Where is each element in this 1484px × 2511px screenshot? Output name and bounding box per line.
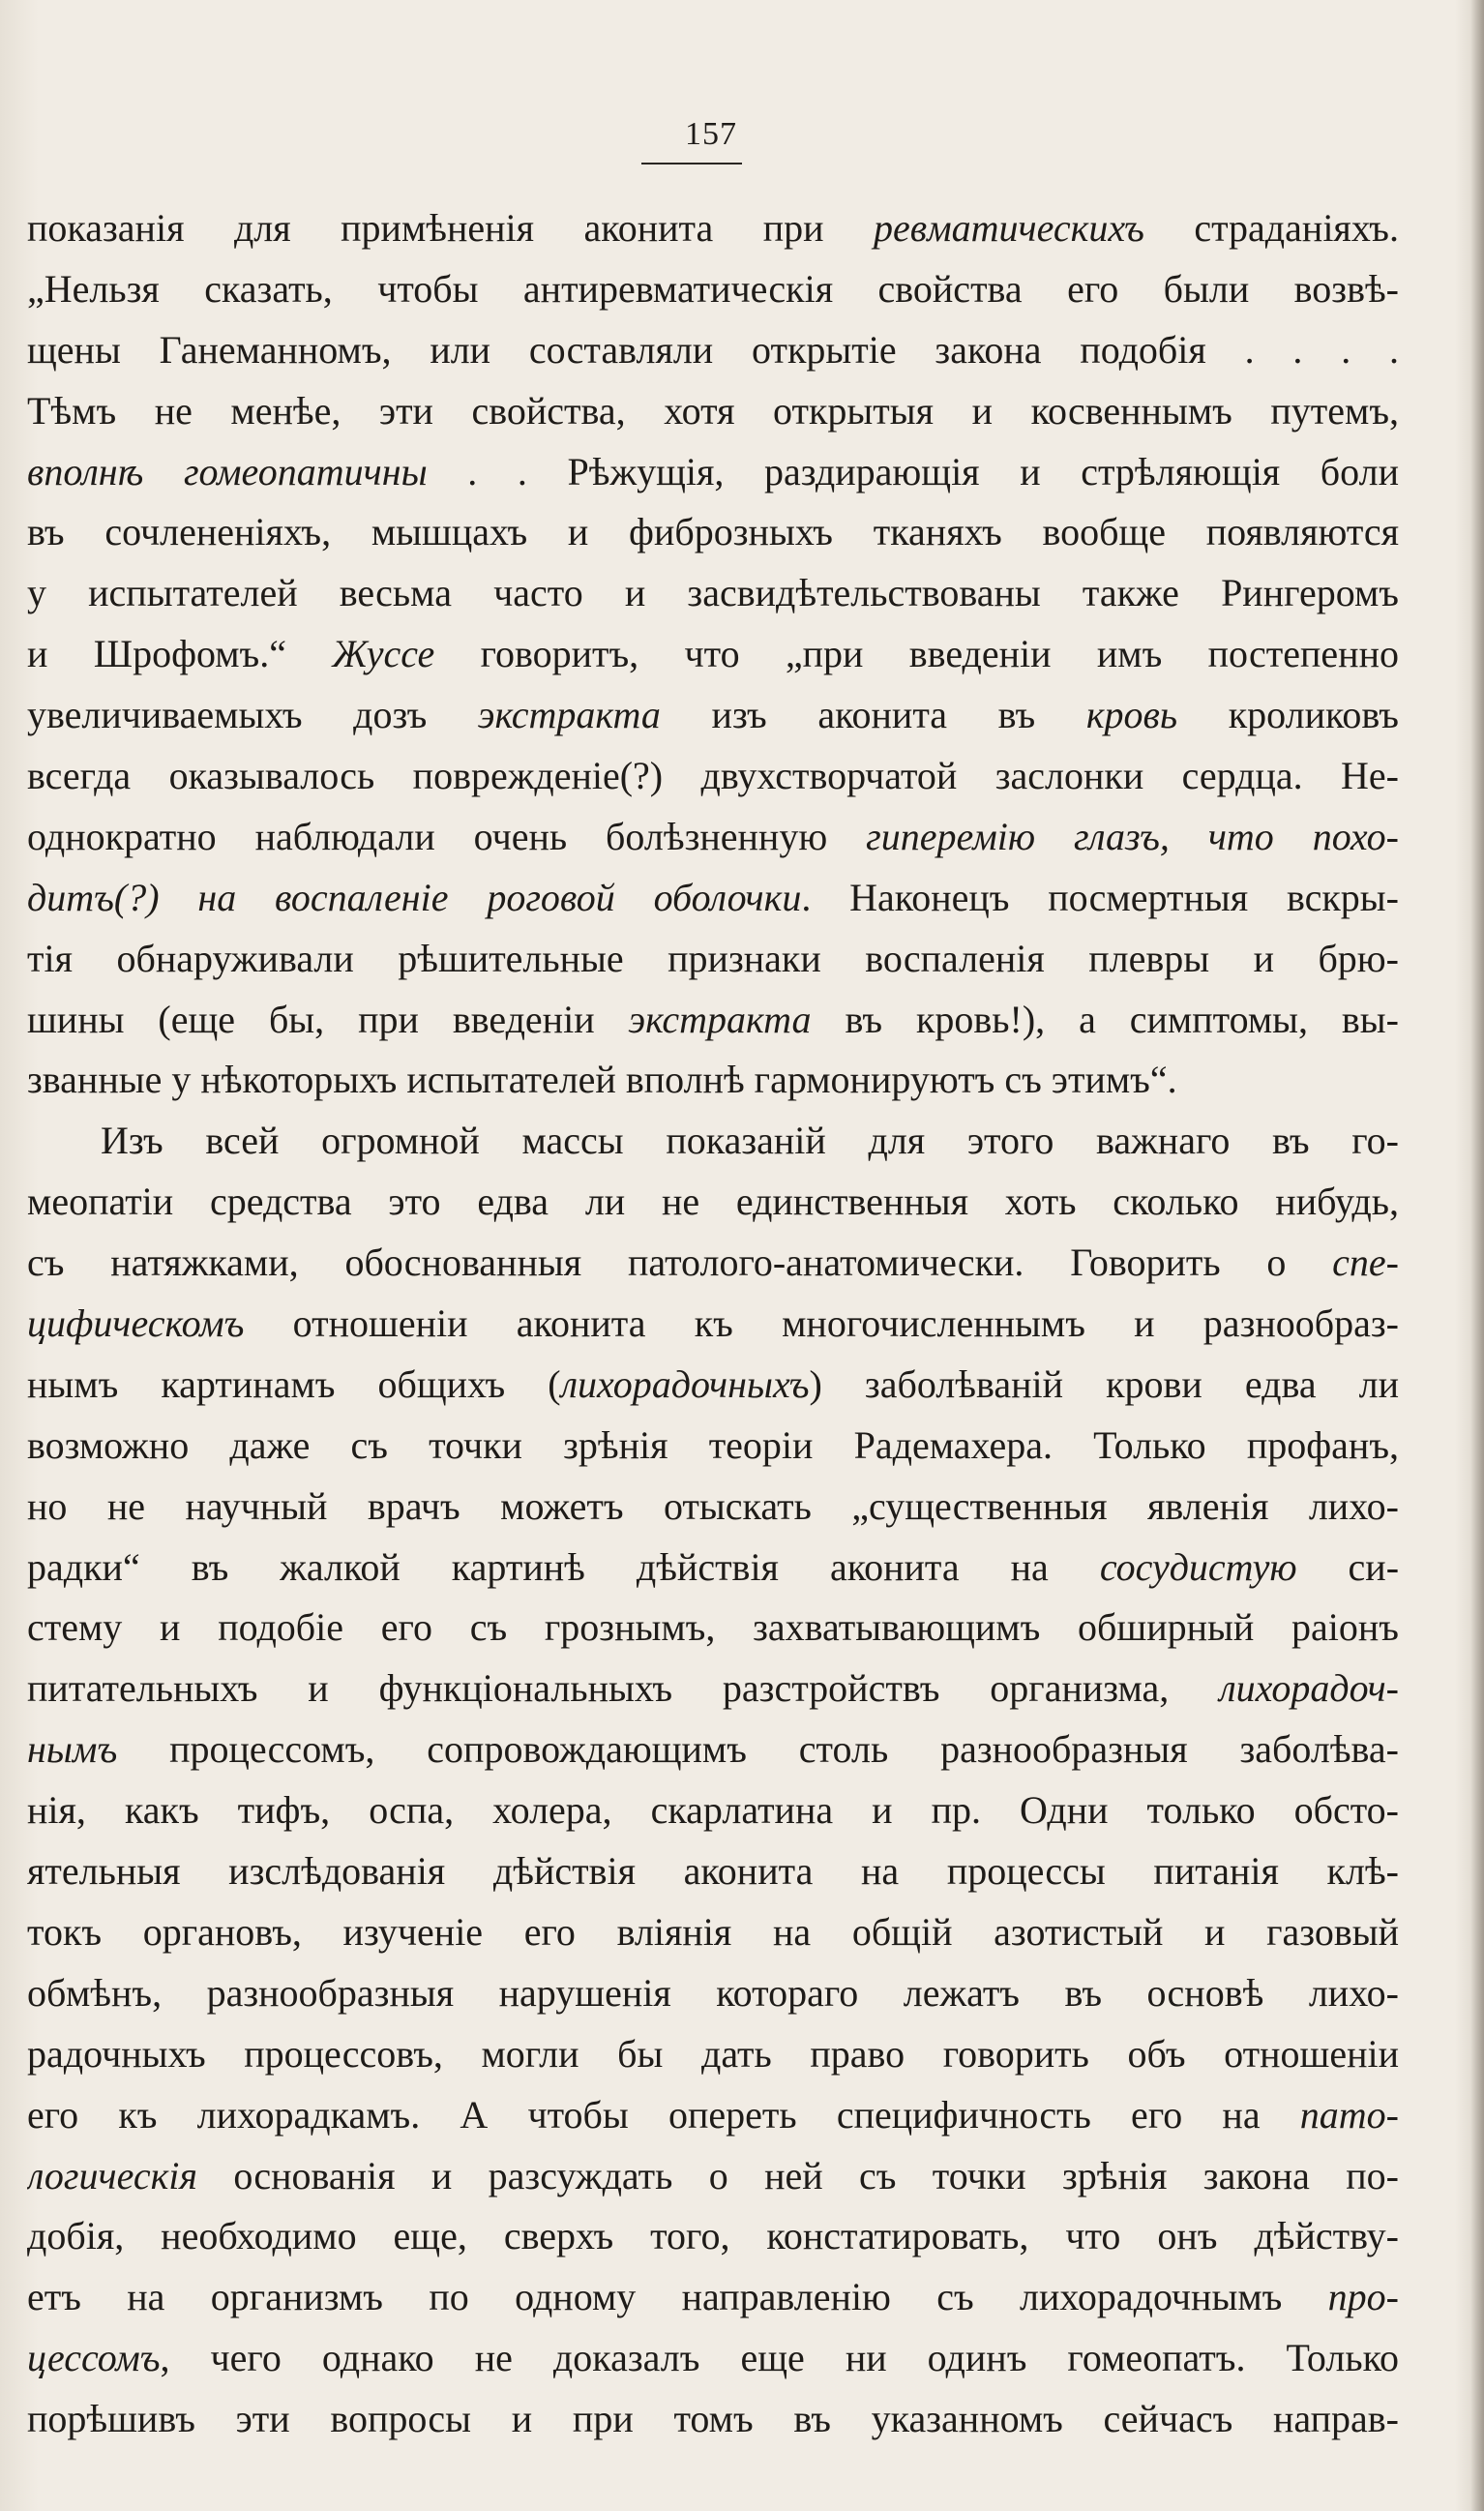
italic-text-span: про- — [1327, 2275, 1399, 2319]
text-line — [27, 807, 1399, 868]
body-text — [27, 198, 1399, 2450]
text-span: . . Рѣжущія, раздирающія и стрѣляющія боли — [427, 449, 1399, 493]
text-line — [27, 624, 1399, 685]
text-line — [27, 1780, 1399, 1841]
italic-text-span: экстракта — [477, 693, 661, 737]
text-line — [27, 198, 1399, 259]
text-span: радочныхъ процессовъ, могли бы дать право говорить объ отношеніи — [27, 2031, 1399, 2076]
text-span: етъ на организмъ по одному направленію съ лихорадочнымъ — [27, 2275, 1328, 2319]
text-span: всегда оказывалось поврежденіе(?) двухстворчатой заслонки сердца. Не- — [27, 754, 1399, 798]
italic-text-span: лихорадочныхъ — [560, 1361, 810, 1406]
text-span: увеличиваемыхъ дозъ — [27, 693, 478, 737]
text-span: у испытателей весьма часто и засвидѣтельствованы также Рингеромъ — [27, 571, 1399, 615]
text-line — [27, 2146, 1399, 2207]
text-span: обмѣнъ, разнообразныя нарушенія котораго лежатъ въ основѣ лихо- — [27, 1970, 1399, 2015]
text-line — [27, 2328, 1399, 2389]
text-line — [27, 1416, 1399, 1477]
text-line — [27, 1233, 1399, 1294]
text-line — [27, 2206, 1399, 2267]
text-line — [27, 990, 1399, 1051]
text-span: въ кровь!), а симптомы, вы- — [811, 997, 1399, 1041]
page-number: 157 — [685, 116, 737, 152]
text-line — [27, 746, 1399, 807]
text-line — [27, 502, 1399, 563]
text-span: процессомъ, сопровождающимъ столь разнообразныя заболѣва- — [117, 1727, 1399, 1772]
text-line — [27, 259, 1399, 320]
text-span: шины (еще бы, при введеніи — [27, 997, 629, 1041]
italic-text-span: цифическомъ — [27, 1301, 245, 1346]
text-span: си- — [1296, 1544, 1399, 1589]
text-span: въ сочлененіяхъ, мышцахъ и фиброзныхъ тканяхъ вообще появляются — [27, 510, 1399, 554]
italic-text-span: нымъ — [27, 1727, 118, 1772]
italic-text-span: Жуссе — [332, 632, 435, 676]
text-span: . Наконецъ посмертныя вскры- — [801, 875, 1399, 919]
text-line — [27, 1538, 1399, 1599]
text-span: но не научный врачъ можетъ отыскать „существенныя явленія лихо- — [27, 1483, 1399, 1528]
text-line — [27, 320, 1399, 381]
text-line — [27, 1355, 1399, 1416]
text-span: порѣшивъ эти вопросы и при томъ въ указанномъ сейчасъ направ- — [27, 2397, 1399, 2441]
text-line — [27, 563, 1399, 624]
text-span: токъ органовъ, изученіе его вліянія на общій азотистый и газовый — [27, 1909, 1399, 1954]
text-span: говоритъ, что „при введеніи имъ постепенно — [434, 632, 1399, 676]
text-line — [27, 1172, 1399, 1233]
italic-text-span: вполнѣ гомеопатичны — [27, 449, 428, 493]
text-span: изъ аконита въ — [660, 693, 1086, 737]
text-line — [27, 2085, 1399, 2146]
text-span: Тѣмъ не менѣе, эти свойства, хотя открытыя и косвеннымъ путемъ, — [27, 388, 1399, 433]
text-line — [27, 1477, 1399, 1538]
italic-text-span: логическія — [27, 2153, 198, 2197]
text-span: добія, необходимо еще, сверхъ того, констатировать, что онъ дѣйству- — [27, 2214, 1399, 2258]
text-line — [27, 1841, 1399, 1902]
text-span: , чего однако не доказалъ еще ни одинъ гомеопатъ. Только — [160, 2336, 1399, 2380]
text-span: званные у нѣкоторыхъ испытателей вполнѣ гармонируютъ съ этимъ“. — [27, 1058, 1177, 1102]
text-span: щены Ганеманномъ, или составляли открытіе закона подобія . . . . — [27, 327, 1399, 372]
text-span: отношеніи аконита къ многочисленнымъ и разнообраз- — [244, 1301, 1399, 1346]
text-line — [27, 1294, 1399, 1355]
text-span: съ натяжками, обоснованныя патолого-анатомически. Говорить о — [27, 1241, 1333, 1285]
text-span: его къ лихорадкамъ. А чтобы опереть специфичность его на — [27, 2092, 1300, 2137]
italic-text-span: дитъ(?) на воспаленіе роговой оболочки — [27, 875, 802, 919]
text-line — [27, 2024, 1399, 2085]
text-line — [27, 1050, 1399, 1111]
text-span: стему и подобіе его съ грознымъ, захватывающимъ обширный раіонъ — [27, 1605, 1399, 1650]
italic-text-span: спе- — [1332, 1241, 1399, 1285]
text-line — [27, 1659, 1399, 1719]
text-span: и Шрофомъ.“ — [27, 632, 333, 676]
italic-text-span: кровь — [1085, 693, 1178, 737]
text-span: меопатіи средства это едва ли не единственныя хоть сколько нибудь, — [27, 1180, 1399, 1224]
text-span: кроликовъ — [1177, 693, 1399, 737]
text-span: нія, какъ тифъ, оспа, холера, скарлатина и пр. Одни только обсто- — [27, 1788, 1399, 1833]
text-span: ) заболѣваній крови едва ли — [809, 1361, 1399, 1406]
text-span: Изъ всей огромной массы показаній для этого важнаго въ го- — [101, 1119, 1399, 1163]
text-line — [27, 929, 1399, 990]
text-span: питательныхъ и функціональныхъ разстройствъ организма, — [27, 1666, 1220, 1711]
text-line — [27, 685, 1399, 746]
italic-text-span: цессомъ — [27, 2336, 161, 2380]
text-span: тія обнаруживали рѣшительные признаки воспаленія плевры и брю- — [27, 936, 1399, 980]
italic-text-span: гиперемію глазъ, что похо- — [866, 814, 1399, 858]
text-span: нымъ картинамъ общихъ ( — [27, 1361, 561, 1406]
text-line — [27, 1963, 1399, 2024]
text-span: „Нельзя сказать, чтобы антиревматическія свойства его были возвѣ- — [27, 266, 1399, 311]
italic-text-span: экстракта — [628, 997, 812, 1041]
page-edge-shadow — [1470, 0, 1484, 2511]
text-span: ятельныя изслѣдованія дѣйствія аконита на процессы питанія клѣ- — [27, 1849, 1399, 1894]
text-line — [27, 1111, 1399, 1172]
text-span: однократно наблюдали очень болѣзненную — [27, 814, 867, 858]
text-line — [27, 2267, 1399, 2328]
text-line — [27, 1598, 1399, 1659]
italic-text-span: ревматическихъ — [874, 206, 1144, 250]
text-line — [27, 442, 1399, 503]
text-line — [27, 381, 1399, 442]
text-line — [27, 2389, 1399, 2450]
text-span: основанія и разсуждать о ней съ точки зрѣнія закона по- — [197, 2153, 1399, 2197]
text-span: радки“ въ жалкой картинѣ дѣйствія аконита на — [27, 1544, 1100, 1589]
page-number-rule — [641, 163, 742, 164]
text-span: показанія для примѣненія аконита при — [27, 206, 875, 250]
text-line — [27, 868, 1399, 929]
text-line — [27, 1719, 1399, 1780]
italic-text-span: пато- — [1299, 2092, 1399, 2137]
text-line — [27, 1902, 1399, 1963]
text-span: возможно даже съ точки зрѣнія теоріи Радемахера. Только профанъ, — [27, 1422, 1399, 1467]
italic-text-span: сосудистую — [1099, 1544, 1297, 1589]
italic-text-span: лихорадоч- — [1219, 1666, 1399, 1711]
text-span: страданіяхъ. — [1143, 206, 1399, 250]
